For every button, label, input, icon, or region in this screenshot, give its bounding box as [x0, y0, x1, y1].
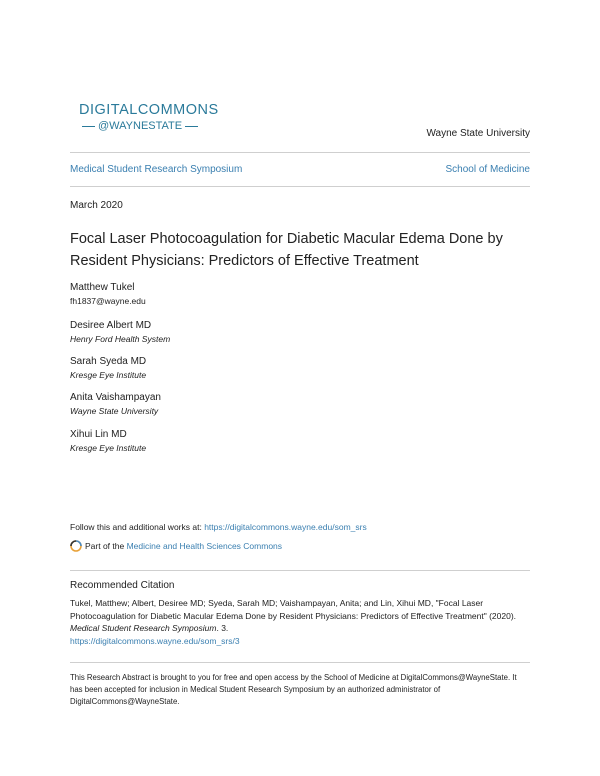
part-of-text: Part of the — [85, 541, 125, 551]
citation-series: Medical Student Research Symposium — [70, 623, 217, 633]
author-4 — [70, 392, 161, 416]
logo-waynestate-text: @WAYNESTATE — [98, 120, 183, 132]
commons-network-icon — [70, 540, 82, 552]
author-affiliation: Kresge Eye Institute — [70, 370, 147, 380]
author-affiliation: Henry Ford Health System — [70, 334, 171, 344]
commons-link[interactable]: Medicine and Health Sciences Commons — [126, 541, 283, 551]
department-link[interactable]: School of Medicine — [445, 164, 530, 175]
citation-text-2: . 3. — [216, 623, 229, 633]
logo-dash-right — [185, 126, 198, 127]
citation-body — [70, 597, 535, 647]
citation-text-1: Tukel, Matthew; Albert, Desiree MD; Syeda, Sarah MD; Vaishampayan, Anita; and Lin, Xihui MD, "Focal Laser Photocoagulation for Diabetic Macular Edema Done by Resident Physicians: Predictors of Effective Treatment" (2020). — [70, 598, 517, 621]
follow-line — [70, 522, 367, 532]
author-name: Matthew Tukel — [70, 282, 135, 293]
collection-link[interactable]: Medical Student Research Symposium — [70, 164, 243, 175]
logo-dash-left — [82, 126, 95, 127]
author-affiliation: Wayne State University — [70, 406, 159, 416]
divider-nav — [70, 186, 530, 187]
author-2 — [70, 320, 170, 344]
follow-text: Follow this and additional works at: — [70, 522, 205, 532]
citation-url-link[interactable]: https://digitalcommons.wayne.edu/som_srs/3 — [70, 635, 240, 646]
author-1 — [70, 282, 146, 306]
divider-footer — [70, 662, 530, 663]
footer-notice: This Research Abstract is brought to you for free and open access by the School of Medicine at DigitalCommons@WayneState. It has been accepted for inclusion in Medical Student Research Symposium by an authorized administrator of DigitalCommons@WayneState. — [70, 673, 517, 706]
author-5 — [70, 429, 146, 453]
citation-heading: Recommended Citation — [70, 580, 175, 591]
paper-title: Focal Laser Photocoagulation for Diabetic Macular Edema Done by Resident Physicians: Predictors of Effective Treatment — [70, 231, 503, 269]
divider-top — [70, 152, 530, 153]
author-name: Xihui Lin MD — [70, 429, 127, 440]
author-email[interactable]: fh1837@wayne.edu — [70, 296, 146, 306]
publication-date: March 2020 — [70, 200, 123, 211]
author-name: Sarah Syeda MD — [70, 356, 147, 367]
author-name: Anita Vaishampayan — [70, 392, 161, 403]
logo-digitalcommons[interactable]: DIGITALCOMMONS — [79, 102, 219, 118]
logo-waynestate[interactable] — [79, 120, 201, 132]
university-name: Wayne State University — [426, 128, 530, 139]
part-of-line — [70, 540, 282, 552]
divider-citation — [70, 570, 530, 571]
author-affiliation: Kresge Eye Institute — [70, 443, 147, 453]
author-name: Desiree Albert MD — [70, 320, 152, 331]
author-3 — [70, 356, 146, 380]
follow-url-link[interactable]: https://digitalcommons.wayne.edu/som_srs — [204, 522, 367, 532]
